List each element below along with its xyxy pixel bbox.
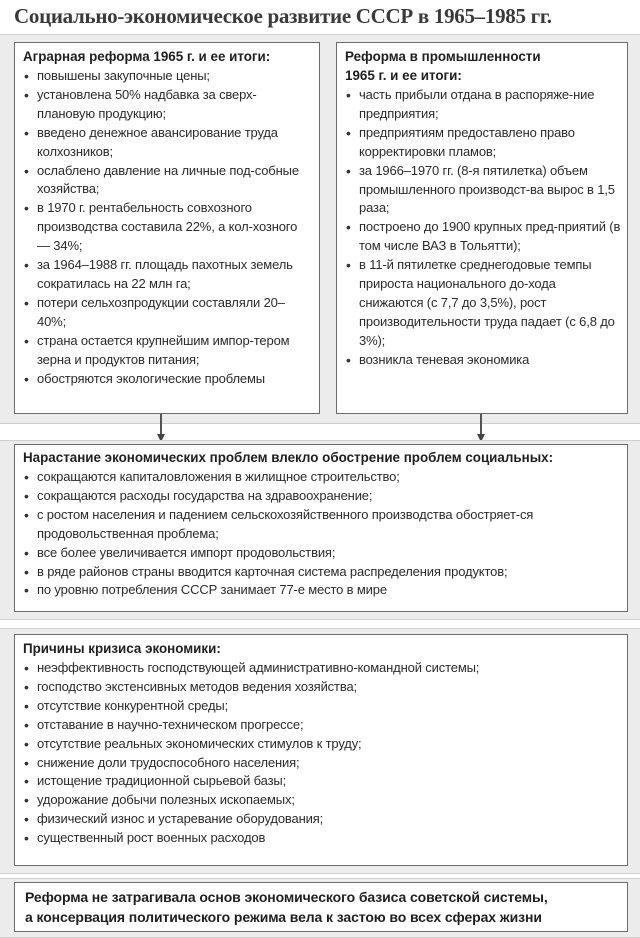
crisis-causes-heading: Причины кризиса экономики: bbox=[23, 641, 221, 656]
social-problems-box bbox=[14, 444, 628, 612]
social-list-item: • сокращаются капиталовложения в жилищное строительство; bbox=[23, 468, 619, 487]
causes-list-item: • неэффективность господствующей административно-командной системы; bbox=[23, 659, 619, 678]
social-list-item: • по уровню потребления СССР занимает 77-е место в мире bbox=[23, 581, 619, 600]
causes-list-item: • отсутствие реальных экономических стимулов к труду; bbox=[23, 735, 619, 754]
social-list-item: • сокращаются расходы государства на здравоохранение; bbox=[23, 487, 619, 506]
social-list-item: • в ряде районов страны вводится карточная система распределения продуктов; bbox=[23, 563, 619, 582]
agrarian-list-item: • повышены закупочные цены; bbox=[23, 67, 313, 86]
arrow-right-line bbox=[480, 414, 482, 436]
causes-list-item: • удорожание добычи полезных ископаемых; bbox=[23, 791, 619, 810]
industry-reform-heading: Реформа в промышленности 1965 г. и ее итоги: bbox=[345, 49, 541, 83]
agrarian-list-item: • установлена 50% надбавка за сверх-плановую продукцию; bbox=[23, 86, 313, 124]
crisis-causes-box bbox=[14, 634, 628, 866]
agrarian-list-item: • за 1964–1988 гг. площадь пахотных земель сократилась на 22 млн га; bbox=[23, 256, 313, 294]
agrarian-reform-heading: Аграрная реформа 1965 г. и ее итоги: bbox=[23, 49, 271, 64]
social-list-item: • с ростом населения и падением сельскохозяйственного производства обостряет-ся продовольственная проблема; bbox=[23, 506, 619, 544]
agrarian-list-item: • страна остается крупнейшим импор-тером зерна и продуктов питания; bbox=[23, 332, 313, 370]
conclusion-box bbox=[14, 882, 628, 932]
industry-reform-list bbox=[345, 86, 621, 370]
causes-list-item: • физический износ и устаревание оборудования; bbox=[23, 810, 619, 829]
causes-list-item: • снижение доли трудоспособного населения; bbox=[23, 754, 619, 773]
social-problems-heading: Нарастание экономических проблем влекло обострение проблем социальных: bbox=[23, 450, 554, 465]
agrarian-list-item: • потери сельхозпродукции составляли 20–40%; bbox=[23, 294, 313, 332]
page-title: Социально-экономическое развитие СССР в 1965–1985 гг. bbox=[14, 4, 552, 28]
agrarian-reform-list bbox=[23, 67, 313, 388]
crisis-causes-list bbox=[23, 659, 619, 848]
industry-list-item: • за 1966–1970 гг. (8-я пятилетка) объем промышленного производст-ва вырос в 1,5 раза; bbox=[345, 162, 621, 219]
industry-list-item: • предприятиям предоставлено право корректировки пламов; bbox=[345, 124, 621, 162]
industry-list-item: • построено до 1900 крупных пред-приятий (в том числе ВАЗ в Тольятти); bbox=[345, 218, 621, 256]
agrarian-list-item: • введено денежное авансирование труда колхозников; bbox=[23, 124, 313, 162]
agrarian-list-item: • обостряются экологические проблемы bbox=[23, 370, 313, 389]
causes-list-item: • существенный рост военных расходов bbox=[23, 829, 619, 848]
causes-list-item: • отставание в научно-техническом прогрессе; bbox=[23, 716, 619, 735]
industry-list-item: • в 11-й пятилетке среднегодовые темпы прироста национального до-хода снижаются (с 7,7 до 3,5%), рост производительности труда падает (с 6,8 до 3%); bbox=[345, 256, 621, 351]
agrarian-list-item: • в 1970 г. рентабельность совхозного производства составила 22%, а кол-хозного — 34%; bbox=[23, 199, 313, 256]
agrarian-list-item: • ослаблено давление на личные под-собные хозяйства; bbox=[23, 162, 313, 200]
industry-list-item: • часть прибыли отдана в распоряже-ние предприятия; bbox=[345, 86, 621, 124]
causes-list-item: • истощение традиционной сырьевой базы; bbox=[23, 772, 619, 791]
causes-list-item: • господство экстенсивных методов ведения хозяйства; bbox=[23, 678, 619, 697]
industry-list-item: • возникла теневая экономика bbox=[345, 351, 621, 370]
causes-list-item: • отсутствие конкурентной среды; bbox=[23, 697, 619, 716]
social-list-item: • все более увеличивается импорт продовольствия; bbox=[23, 544, 619, 563]
conclusion-line-1: Реформа не затрагивала основ экономического базиса советской системы, bbox=[25, 889, 548, 905]
agrarian-reform-box bbox=[14, 42, 320, 414]
industry-reform-box bbox=[336, 42, 628, 414]
conclusion-line-2: а консервация политического режима вела к застою во всех сферах жизни bbox=[25, 909, 542, 925]
social-problems-list bbox=[23, 468, 619, 600]
arrow-left-line bbox=[160, 414, 162, 436]
